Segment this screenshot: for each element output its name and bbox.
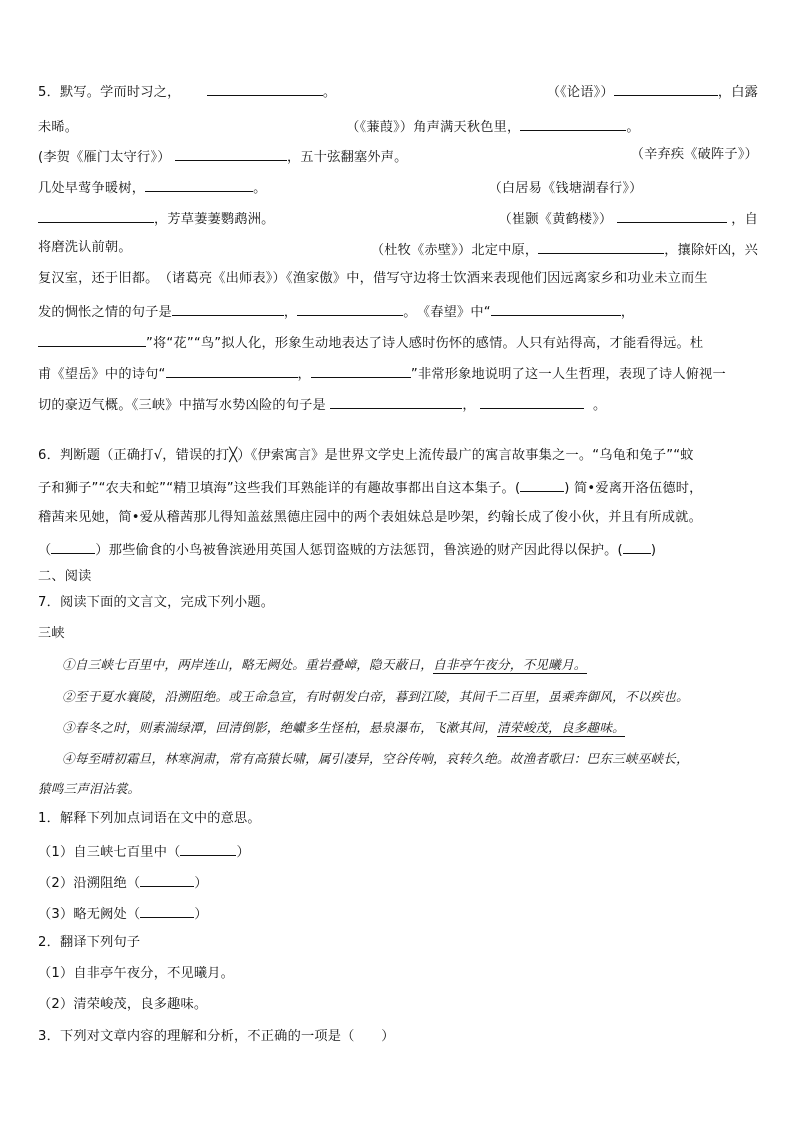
q5-line-9: ”将“花”“鸟”拟人化，形象生动地表达了诗人感时伤怀的感情。人只有站得高，才能看得远。杜 (38, 331, 758, 354)
answer-blank[interactable] (140, 903, 194, 918)
answer-blank[interactable] (311, 362, 411, 378)
answer-blank[interactable] (480, 393, 584, 409)
q5-line-3: (李贺《雁门太守行》） ，五十弦翻塞外声。 （辛弃疾《破阵子》） (38, 147, 758, 165)
answer-blank[interactable] (180, 841, 236, 856)
sub-question-1-item-2: （2）沿溯阻绝（ ） (38, 872, 758, 894)
sub-question-2-title: 2．翻译下列句子 (38, 935, 141, 950)
q6-line-1: 6．判断题（正确打√，错误的打╳）《伊索寓言》是世界文学史上流传最广的寓言故事集之一。“乌龟和兔子”“蚊 (38, 448, 694, 463)
answer-blank[interactable] (166, 362, 298, 378)
q5-line-7: 复汉室，还于旧都。 （诸葛亮《出师表》）《渔家傲》中，借写守边将士饮酒来表现他们因远离家乡和功业未立而生 (38, 271, 708, 286)
q6-line-2: 子和狮子”“农夫和蛇”“精卫填海”这些我们耳熟能详的有趣故事都出自这本集子。( ) 简•爱离开洛伍德时， (38, 477, 758, 499)
q6-line-3: 稽茜来见她，简•爱从稽茜那儿得知盖兹黑德庄园中的两个表姐妹总是吵架，约翰长成了俊小伙，并且有所成就。 (38, 510, 702, 525)
sub-question-1-item-1: （1）自三峡七百里中（ ） (38, 841, 758, 863)
q5-line-1: 5．默写。学而时习之， 。 （《论语》） ，白露 (38, 80, 758, 103)
answer-blank[interactable] (38, 207, 154, 223)
answer-blank[interactable] (520, 115, 626, 131)
answer-blank[interactable] (614, 80, 718, 96)
judgment-blank[interactable] (51, 539, 95, 554)
sub-question-2-item-2: （2）清荣峻茂，良多趣味。 (38, 997, 208, 1012)
q5-line-10: 甫《望岳》中的诗句“ ， ”非常形象地说明了这一人生哲理，表现了诗人俯视一 (38, 362, 758, 385)
answer-blank[interactable] (175, 145, 287, 161)
answer-blank[interactable] (330, 393, 462, 409)
source-citation: （《论语》） (546, 85, 614, 100)
section-heading: 二、阅读 (38, 569, 92, 584)
passage-paragraph-3: ③春冬之时，则素湍绿潭，回清倒影，绝巘多生怪柏，悬泉瀑布，飞漱其间，清荣峻茂，良多趣味。 (62, 720, 625, 735)
answer-blank[interactable] (617, 207, 727, 223)
answer-blank[interactable] (538, 238, 664, 254)
passage-paragraph-4-cont: 猿鸣三声泪沾裳。 (38, 781, 141, 796)
q5-line-4: 几处早莺争暖树， 。 （白居易《钱塘湖春行》） (38, 176, 758, 199)
q5-line-8: 发的惆怅之情的句子是 ， 。 《春望》中“ ， (38, 300, 758, 323)
answer-blank[interactable] (38, 331, 146, 347)
passage-paragraph-4: ④每至晴初霜旦，林寒涧肃，常有高猿长啸，属引凄异，空谷传响，哀转久绝。故渔者歌曰：巴东三峡巫峡长， (62, 751, 689, 766)
answer-blank[interactable] (145, 176, 253, 192)
passage-paragraph-2: ②至于夏水襄陵，沿溯阻绝。或王命急宣，有时朝发白帝，暮到江陵，其间千二百里，虽乘奔御风，不以疾也。 (62, 689, 689, 704)
underlined-sentence: 自非亭午夜分，不见曦月。 (433, 657, 587, 672)
answer-blank[interactable] (491, 300, 621, 316)
q5-line-2: 未晞。 （《蒹葭》）角声满天秋色里， 。 (38, 115, 758, 138)
sub-question-2-item-1: （1）自非亭午夜分，不见曦月。 (38, 966, 235, 981)
answer-blank[interactable] (140, 872, 194, 887)
answer-blank[interactable] (297, 300, 403, 316)
sub-question-1-item-3: （3）略无阙处（ ） (38, 903, 758, 925)
underlined-sentence: 清荣峻茂，良多趣味。 (497, 720, 625, 735)
answer-blank[interactable] (172, 300, 284, 316)
q7-instruction: 7．阅读下面的文言文，完成下列小题。 (38, 595, 275, 610)
q5-prompt: 5．默写。学而时习之， (38, 85, 181, 100)
answer-blank[interactable] (207, 80, 323, 96)
q5-line-6: 将磨洗认前朝。 （杜牧《赤壁》）北定中原， ，攘除奸凶，兴 (38, 240, 758, 258)
q6-line-4: （ ）那些偷食的小鸟被鲁滨逊用英国人惩罚盗贼的方法惩罚，鲁滨逊的财产因此得以保护。( ) (38, 539, 758, 561)
sub-question-3-title: 3．下列对文章内容的理解和分析，不正确的一项是（ ） (38, 1029, 395, 1044)
q5-line-5: ，芳草萋萋鹦鹉洲。 （崔颢《黄鹤楼》） ，自 (38, 207, 758, 230)
judgment-blank[interactable] (520, 477, 564, 492)
judgment-blank[interactable] (623, 539, 651, 554)
q5-line-11: 切的豪迈气概。《三峡》中描写水势凶险的句子是 ， 。 (38, 393, 758, 416)
passage-paragraph-1: ①自三峡七百里中，两岸连山，略无阙处。重岩叠嶂，隐天蔽日，自非亭午夜分，不见曦月。 (62, 657, 587, 672)
passage-title: 三峡 (38, 626, 65, 641)
sub-question-1-title: 1．解释下列加点词语在文中的意思。 (38, 811, 261, 826)
